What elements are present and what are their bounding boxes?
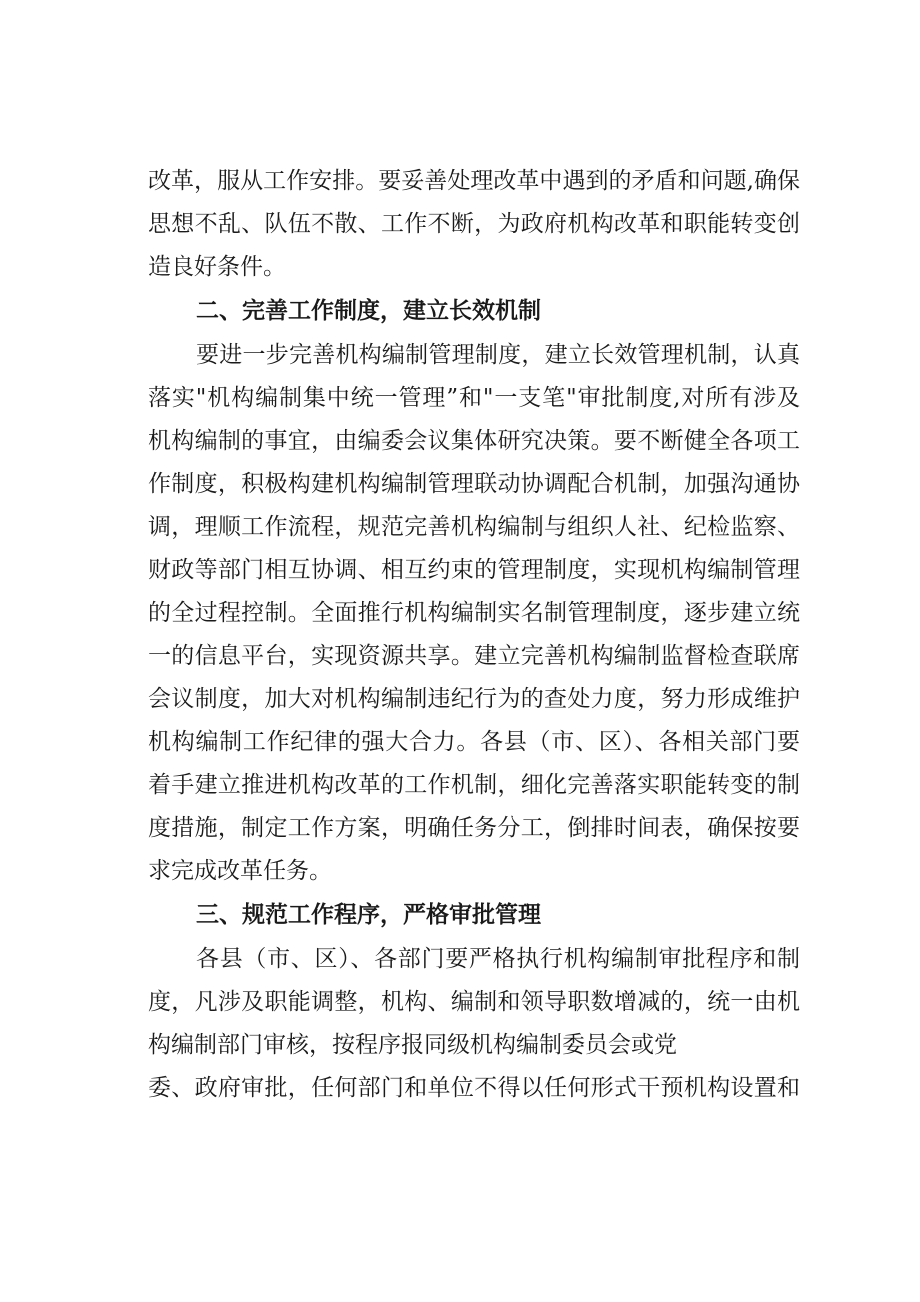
paragraph-1-line-2: 思想不乱、队伍不散、工作不断，为政府机构改革和职能转变创: [148, 211, 800, 237]
paragraph-3-line-3: 构编制部门审核，按程序报同级机构编制委员会或党: [148, 1032, 677, 1058]
paragraph-2-line-10: 机构编制工作纪律的强大合力。各县（市、区）、各相关部门要: [148, 729, 800, 755]
paragraph-2-line-13: 求完成改革任务。: [148, 858, 332, 884]
paragraph-1-line-3: 造良好条件。: [148, 254, 286, 280]
paragraph-2-line-5: 调，理顺工作流程，规范完善机构编制与组织人社、纪检监察、: [148, 514, 800, 540]
paragraph-3-line-4: 委、政府审批，任何部门和单位不得以任何形式干预机构设置和: [148, 1075, 800, 1101]
paragraph-2-line-7: 的全过程控制。全面推行机构编制实名制管理制度，逐步建立统: [148, 600, 800, 626]
paragraph-2-line-11: 着手建立推进机构改革的工作机制，细化完善落实职能转变的制: [148, 772, 800, 798]
paragraph-2-line-12: 度措施，制定工作方案，明确任务分工，倒排时间表，确保按要: [148, 815, 800, 841]
paragraph-2-line-1: 要进一步完善机构编制管理制度，建立长效管理机制，认真: [196, 342, 800, 368]
paragraph-2-line-6: 财政等部门相互协调、相互约束的管理制度，实现机构编制管理: [148, 557, 800, 583]
section-heading-3: 三、规范工作程序，严格审批管理: [196, 902, 541, 928]
paragraph-2-line-4: 作制度，积极构建机构编制管理联动协调配合机制，加强沟通协: [148, 471, 800, 497]
paragraph-2-line-8: 一的信息平台，实现资源共享。建立完善机构编制监督检查联席: [148, 643, 800, 669]
paragraph-1-line-1: 改革，服从工作安排。要妥善处理改革中遇到的矛盾和问题,确保: [148, 168, 800, 194]
paragraph-3-line-1: 各县（市、区）、各部门要严格执行机构编制审批程序和制: [196, 946, 800, 972]
paragraph-3-line-2: 度，凡涉及职能调整，机构、编制和领导职数增减的，统一由机: [148, 989, 800, 1015]
paragraph-2-line-2: 落实"机构编制集中统一管理”和"一支笔"审批制度,对所有涉及: [148, 385, 800, 411]
paragraph-2-line-9: 会议制度，加大对机构编制违纪行为的查处力度，努力形成维护: [148, 686, 800, 712]
section-heading-2: 二、完善工作制度，建立长效机制: [196, 298, 541, 324]
paragraph-2-line-3: 机构编制的事宜，由编委会议集体研究决策。要不断健全各项工: [148, 428, 800, 454]
